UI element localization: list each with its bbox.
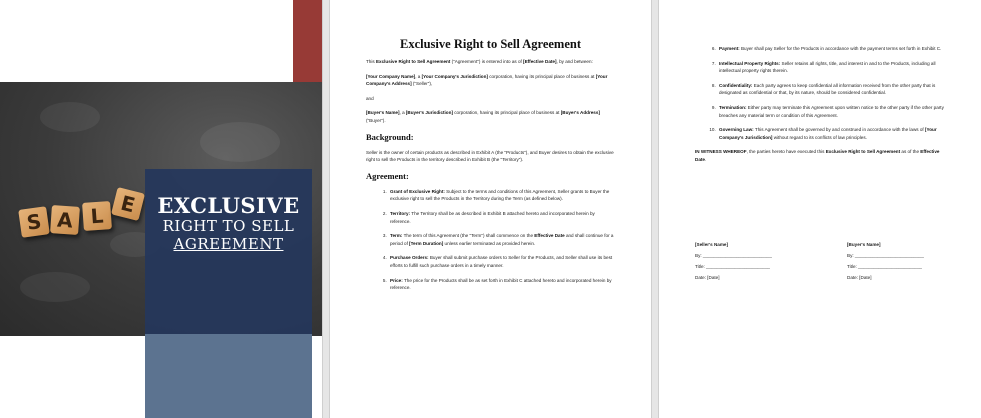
list-item: 4. Purchase Orders: Buyer shall submit purchase orders to Seller for the Products, and Seller shall use its best efforts to fulfill such purchase orders in a timely manner. [388, 254, 616, 269]
slate-block [145, 334, 312, 418]
seller-party-paragraph: [Your Company Name], a [Your Company's Jurisdiction] corporation, having its principal place of business at [Your Company's Address] ("Seller"), [366, 73, 608, 87]
agreement-heading: Agreement: [366, 170, 409, 181]
seller-date-line: Date: [Date] [695, 275, 720, 280]
list-item: 1. Grant of Exclusive Right: Subject to the terms and conditions of this Agreement, Seller grants to Buyer the exclusive right to sell the Products in the Territory during the Term (as defined below). [388, 188, 616, 203]
and-text: and [366, 95, 374, 101]
list-item: 9. Termination: Either party may terminate this Agreement upon written notice to the other party if the other party breaches any material term or condition of this Agreement. [717, 104, 945, 119]
buyer-name: [Buyer's Name] [847, 242, 881, 247]
tile-a: A [50, 205, 80, 235]
intro-paragraph: This Exclusive Right to Sell Agreement ("Agreement") is entered into as of [Effective Date], by and between: [366, 59, 593, 64]
tile-l: L [82, 201, 112, 231]
agreement-list [366, 188, 616, 292]
witness-paragraph: IN WITNESS WHEREOF, the parties hereto have executed this Exclusive Right to Sell Agreement as of the Effective Date. [695, 149, 940, 162]
cover-page [0, 0, 322, 418]
list-item: 8. Confidentiality: Each party agrees to keep confidential all information received from the other party that is designated as confidential or that, by its nature, should be considered confidential. [717, 82, 945, 97]
cover-title-line-3: AGREEMENT [173, 235, 284, 253]
list-item: 6. Payment: Buyer shall pay Seller for the Products in accordance with the payment terms set forth in Exhibit C. [717, 45, 945, 53]
cover-title [145, 195, 312, 253]
list-item: 7. Intellectual Property Rights: Seller retains all rights, title, and interest in and to the Products, including all intellectual property rights therein. [717, 60, 945, 75]
list-item: 2. Territory: The Territory shall be as described in Exhibit B attached hereto and incorporated herein by reference. [388, 210, 616, 225]
buyer-by-line: By: ___________________________ [847, 253, 924, 258]
seller-name: [Seller's Name] [695, 242, 729, 247]
buyer-party-paragraph: [Buyer's Name], a [Buyer's Jurisdiction] corporation, having its principal place of business at [Buyer's Address] ("Buyer"). [366, 110, 600, 123]
buyer-signature-block [847, 239, 924, 283]
tile-s: S [18, 206, 50, 238]
list-item: 5. Price: The price for the Products shall be as set forth in Exhibit C attached hereto and incorporated herein by reference. [388, 277, 616, 292]
page-3-body [695, 45, 945, 171]
tile-e: E [111, 187, 145, 221]
buyer-title-line: Title: _________________________ [847, 264, 922, 269]
agreement-list-continued [695, 45, 945, 141]
list-item: 10. Governing Law: This Agreement shall be governed by and construed in accordance with the laws of [Your Company's Jurisdiction] without regard to its conflicts of law principles. [717, 126, 945, 141]
sale-tiles [16, 186, 156, 246]
background-heading: Background: [366, 131, 414, 142]
agreement-page-1 [330, 0, 651, 418]
buyer-date-line: Date: [Date] [847, 275, 872, 280]
list-item: 3. Term: The term of this Agreement (the "Term") shall commence on the Effective Date and shall continue for a period of [Term Duration] unless earlier terminated as provided herein. [388, 232, 616, 247]
background-paragraph: Seller is the owner of certain products as described in Exhibit A (the "Products"), and Buyer desires to obtain the exclusive right to sell the Products in the territory described in Exhibit B (the "Territory"). [366, 149, 614, 163]
document-title: Exclusive Right to Sell Agreement [400, 37, 581, 51]
page-2-body [366, 58, 616, 299]
seller-signature-block [695, 239, 772, 283]
seller-title-line: Title: _________________________ [695, 264, 770, 269]
cover-title-line-2: RIGHT TO SELL [162, 217, 295, 235]
cover-title-line-1: EXCLUSIVE [157, 193, 300, 218]
seller-by-line: By: ___________________________ [695, 253, 772, 258]
agreement-page-2 [659, 0, 981, 418]
